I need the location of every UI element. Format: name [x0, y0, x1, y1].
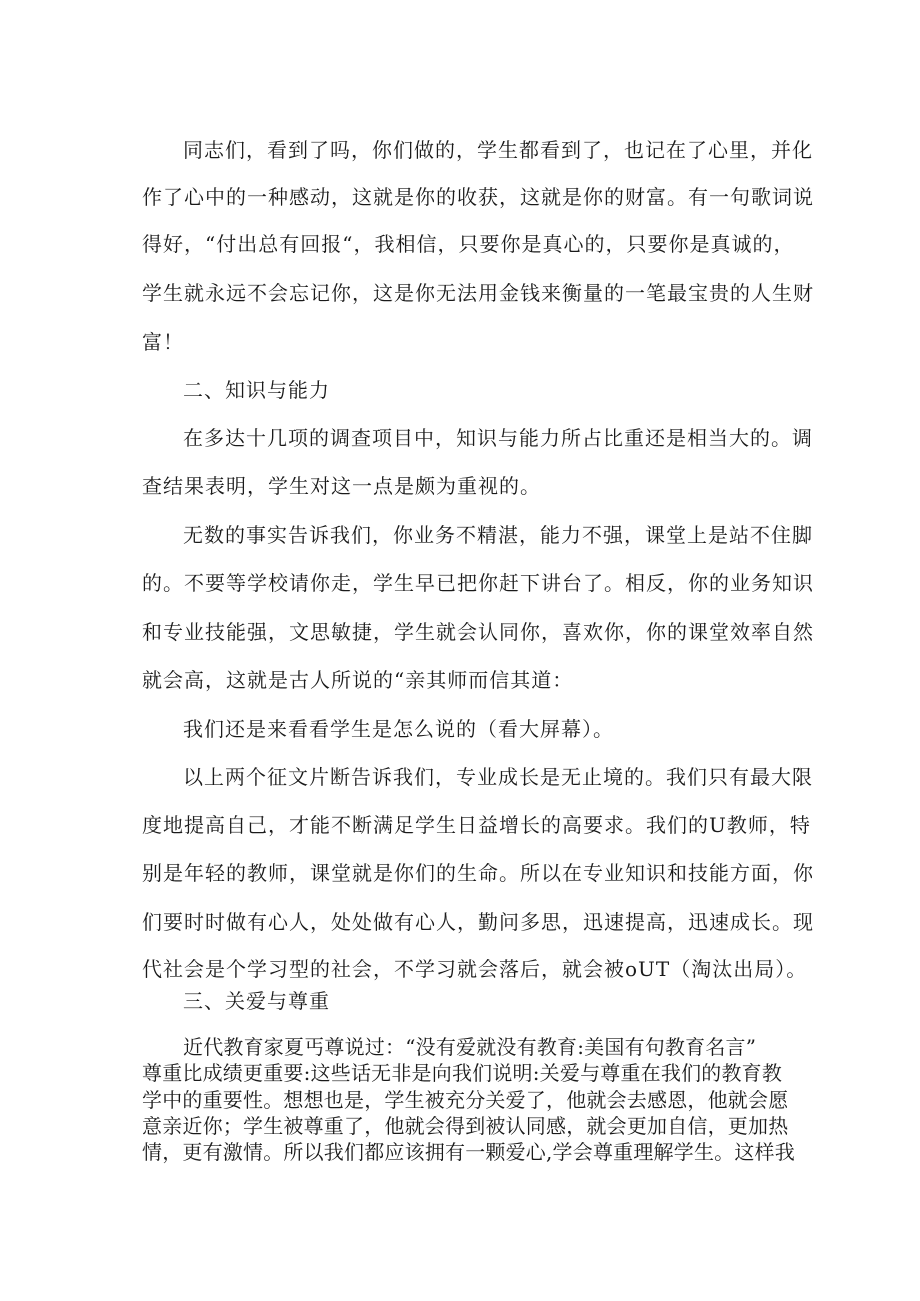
text-line: 学生就永远不会忘记你，这是你无法用金钱来衡量的一笔最宝贵的人生财 — [142, 281, 814, 305]
text-line: 度地提高自己，才能不断满足学生日益增长的高要求。我们的U教师，特 — [142, 813, 811, 837]
text-line: 们要时时做有心人，处处做有心人，勤问多思，迅速提高，迅速成长。现 — [142, 910, 814, 934]
text-line: 代社会是个学习型的社会，不学习就会落后，就会被oUT（淘汰出局）。 — [142, 957, 808, 981]
section-heading: 三、关爱与尊重 — [183, 989, 330, 1013]
text-line: 在多达十几项的调查项目中，知识与能力所占比重还是相当大的。调 — [183, 426, 813, 450]
text-line: 无数的事实告诉我们，你业务不精湛，能力不强，课堂上是站不住脚 — [183, 523, 813, 547]
text-line: 同志们，看到了吗，你们做的，学生都看到了，也记在了心里，并化 — [183, 138, 813, 162]
text-line: 查结果表明，学生对这一点是颇为重视的。 — [142, 474, 541, 498]
text-line: 作了心中的一种感动，这就是你的收获，这就是你的财富。有一句歌词说 — [142, 185, 814, 209]
text-line: 得好，“付出总有回报“，我相信，只要你是真心的，只要你是真诚的， — [142, 232, 795, 256]
text-line: 学中的重要性。想想也是，学生被充分关爱了，他就会去感恩，他就会愿 — [142, 1088, 789, 1112]
text-line: 近代教育家夏丐尊说过：“没有爱就没有教育:美国有句教育名言” — [183, 1035, 757, 1059]
text-line: 富！ — [142, 330, 184, 354]
text-line: 别是年轻的教师，课堂就是你们的生命。所以在专业知识和技能方面，你 — [142, 861, 814, 885]
text-line: 以上两个征文片断告诉我们，专业成长是无止境的。我们只有最大限 — [183, 765, 813, 789]
text-line: 和专业技能强，文思敏捷，学生就会认同你，喜欢你，你的课堂效率自然 — [142, 620, 814, 644]
text-line: 情，更有激情。所以我们都应该拥有一颗爱心,学会尊重理解学生。这样我 — [142, 1140, 795, 1164]
text-line: 的。不要等学校请你走，学生早已把你赶下讲台了。相反，你的业务知识 — [142, 571, 814, 595]
text-line: 就会高，这就是古人所说的“亲其师而信其道： — [142, 668, 574, 692]
section-heading: 二、知识与能力 — [183, 378, 330, 402]
text-line: 尊重比成绩更重要:这些话无非是向我们说明:关爱与尊重在我们的教育教 — [142, 1061, 783, 1085]
text-line: 我们还是来看看学生是怎么说的（看大屏幕）。 — [183, 717, 614, 741]
text-line: 意亲近你；学生被尊重了，他就会得到被认同感，就会更加自信，更加热 — [142, 1114, 789, 1138]
